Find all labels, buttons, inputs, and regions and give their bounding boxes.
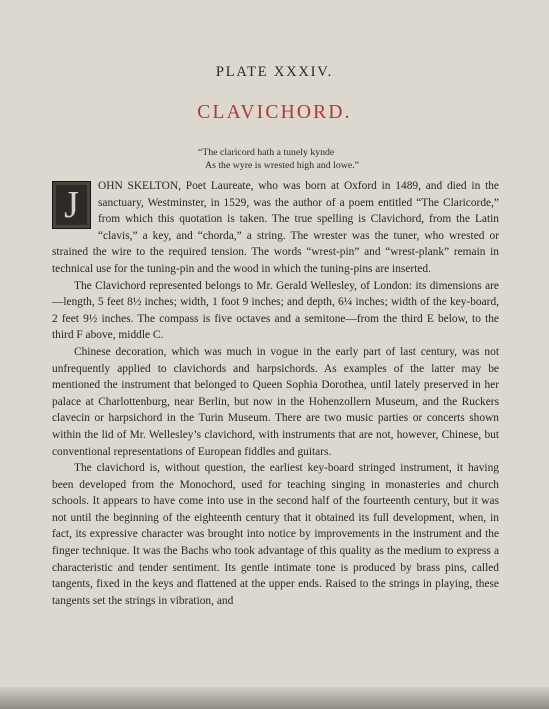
epigraph-line-2: As the wyre is wrested high and lowe.”	[205, 160, 359, 171]
body-text	[52, 178, 499, 609]
paragraph-4: The clavichord is, without question, the earliest key-board stringed instrument, it having been developed from the Monochord, used for teaching singing in monasteries and church schools. It appears to have come into use in the second half of the fourteenth century, but it was not until the beginning of the eighteenth century that it obtained its full development, when, in fact, its expressive character was brought into notice by improvements in the instrument and the finger technique. It was the Bachs who took advantage of this quality as the medium to express a characteristic and tender sentiment. Its gentle intimate tone is produced by brass pins, called tangents, fixed in the keys and flattened at the upper ends. Raised to the strings in playing, these tangents set the strings in vibration, and	[52, 462, 499, 607]
paragraph-3: Chinese decoration, which was much in vogue in the early part of last century, was not unfrequently applied to clavichords and harpsichords. As examples of the latter may be mentioned the instrument that belonged to Queen Sophia Dorothea, until lately preserved in her palace at Charlottenburg, near Berlin, but now in the Hohenzollern Museum, and the Ruckers clavecin or harpsichord in the Turin Museum. There are two music parties or concerts shown within the lid of Mr. Wellesley’s clavichord, with instruments that are not, however, Chinese, but conventional representations of European fiddles and guitars.	[52, 345, 499, 458]
dropcap-initial: J	[52, 181, 91, 229]
page-title: CLAVICHORD.	[197, 102, 352, 123]
paragraph-2: The Clavichord represented belongs to Mr. Gerald Wellesley, of London: its dimensions are—length, 5 feet 8½ inches; width, 1 foot 9 inches; and depth, 6¼ inches; width of the key-board, 2 feet 9½ inches. The compass is five octaves and a semitone—from the third E below, to the third F above, middle C.	[52, 279, 499, 342]
paragraph-1-text: OHN SKELTON, Poet Laureate, who was born at Oxford in 1489, and died in the sanctuary, Westminster, in 1529, was the author of a poem entitled “The Claricorde,” from which this quotation is taken. The true spelling is Clavichord, from the Latin “clavis,” a key, and “chorda,” a string. The wrester was the tuner, who wrested or strained the wire to the required tension. The words “wrest-pin” and “wrest-plank” remain in technical use for the tuning-pin and the wood in which the tuning-pins are inserted.	[52, 180, 499, 275]
paragraph-1	[52, 178, 499, 278]
plate-number: PLATE XXXIV.	[215, 64, 334, 80]
epigraph-line-1: “The claricord hath a tunely kynde	[198, 147, 335, 158]
